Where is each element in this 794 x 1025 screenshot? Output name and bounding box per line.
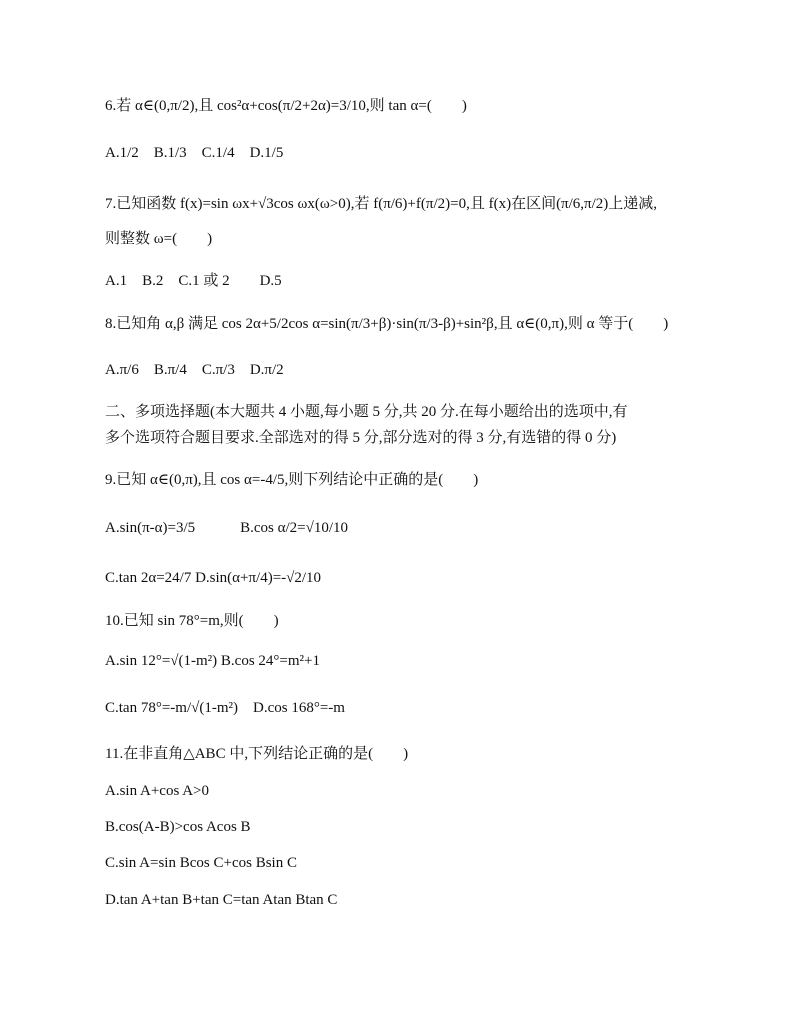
question-11-option-b: B.cos(A-B)>cos Acos B xyxy=(105,819,251,835)
question-7: 7.已知函数 f(x)=sin ωx+√3cos ωx(ω>0),若 f(π/6)+f(π/2)=0,且 f(x)在区间(π/6,π/2)上递减, xyxy=(105,196,658,212)
question-11-option-c: C.sin A=sin Bcos C+cos Bsin C xyxy=(105,855,297,871)
question-11-option-a: A.sin A+cos A>0 xyxy=(105,783,210,799)
question-8: 8.已知角 α,β 满足 cos 2α+5/2cos α=sin(π/3+β)·sin(π/3-β)+sin²β,且 α∈(0,π),则 α 等于( ) xyxy=(105,316,669,332)
question-7-options: A.1 B.2 C.1 或 2 D.5 xyxy=(105,273,282,289)
section-2-heading-cont: 多个选项符合题目要求.全部选对的得 5 分,部分选对的得 3 分,有选错的得 0 分) xyxy=(105,430,617,446)
question-11: 11.在非直角△ABC 中,下列结论正确的是( ) xyxy=(105,746,409,762)
question-6-options: A.1/2 B.1/3 C.1/4 D.1/5 xyxy=(105,145,284,161)
question-9-options-cd: C.tan 2α=24/7 D.sin(α+π/4)=-√2/10 xyxy=(105,570,322,586)
section-2-heading: 二、多项选择题(本大题共 4 小题,每小题 5 分,共 20 分.在每小题给出的选项中,有 xyxy=(105,404,628,420)
question-7-cont: 则整数 ω=( ) xyxy=(105,231,213,247)
question-6: 6.若 α∈(0,π/2),且 cos²α+cos(π/2+2α)=3/10,则 tan α=( ) xyxy=(105,98,467,114)
question-11-option-d: D.tan A+tan B+tan C=tan Atan Btan C xyxy=(105,892,338,908)
question-9-options-ab: A.sin(π-α)=3/5 B.cos α/2=√10/10 xyxy=(105,520,349,536)
question-10: 10.已知 sin 78°=m,则( ) xyxy=(105,613,279,629)
question-10-options-ab: A.sin 12°=√(1-m²) B.cos 24°=m²+1 xyxy=(105,653,321,669)
question-8-options: A.π/6 B.π/4 C.π/3 D.π/2 xyxy=(105,362,284,378)
question-10-options-cd: C.tan 78°=-m/√(1-m²) D.cos 168°=-m xyxy=(105,700,345,716)
question-9: 9.已知 α∈(0,π),且 cos α=-4/5,则下列结论中正确的是( ) xyxy=(105,472,479,488)
